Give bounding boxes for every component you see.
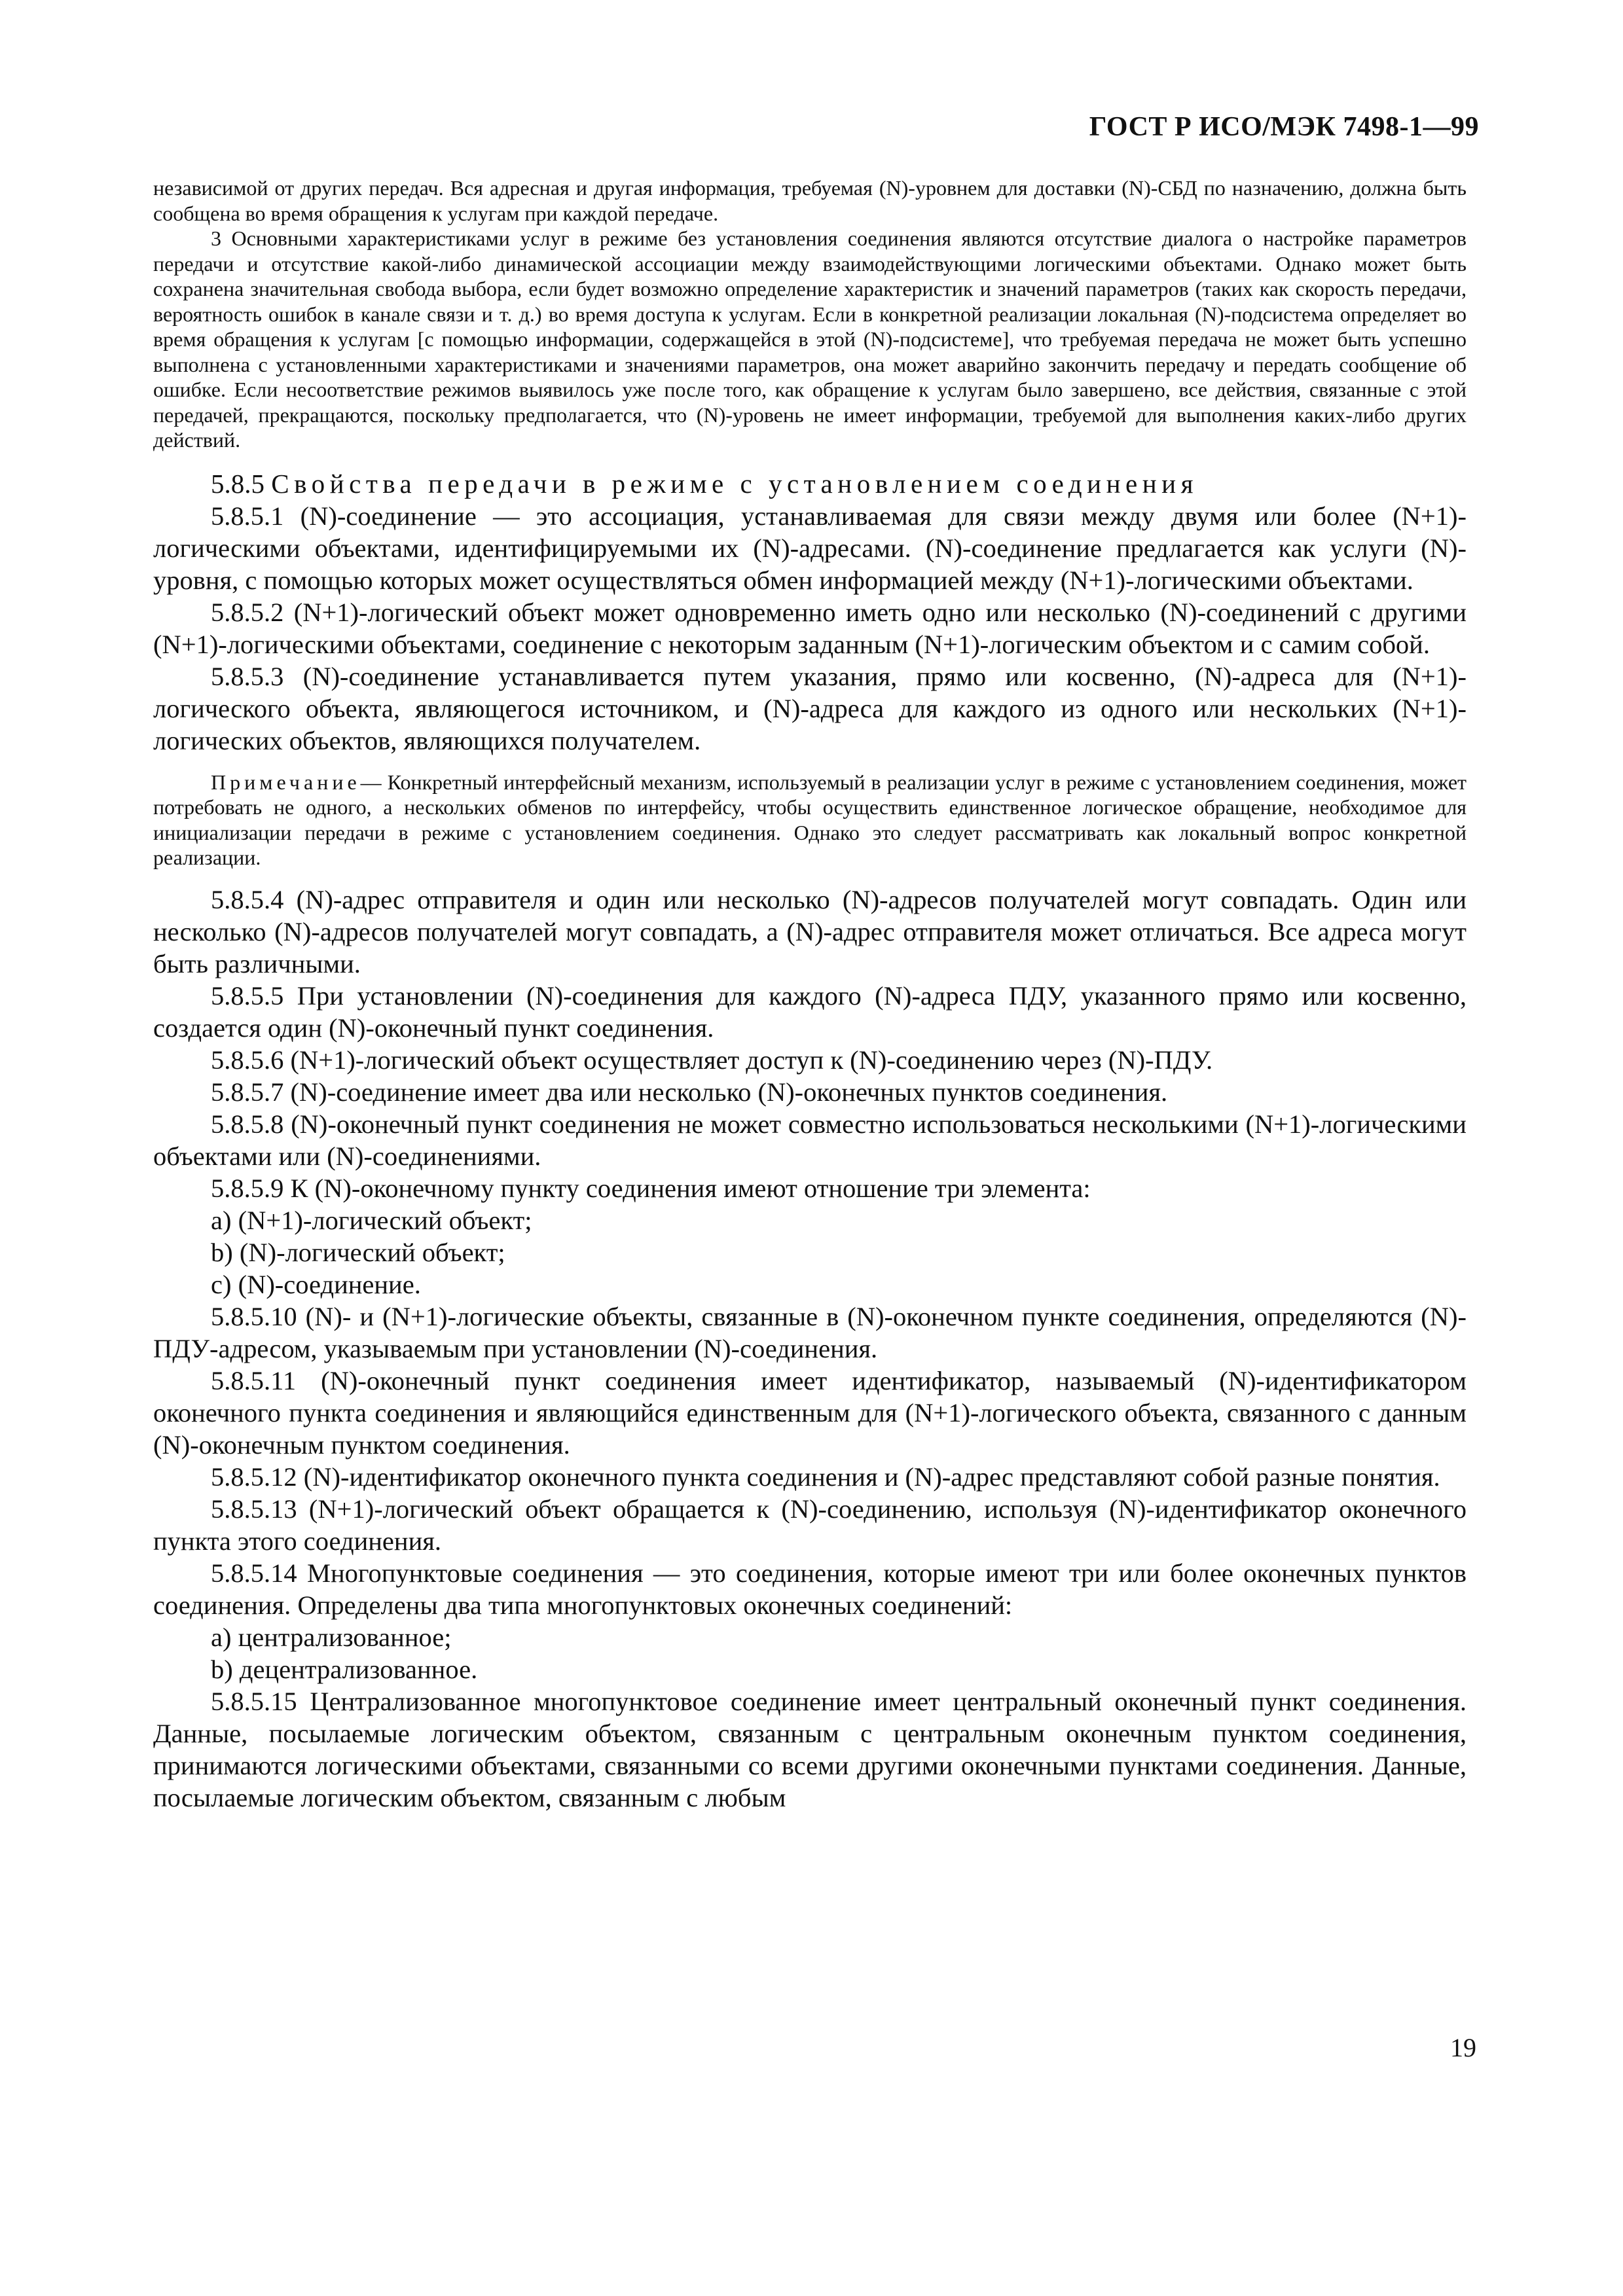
section-heading [153, 467, 1467, 500]
small-paragraph: независимой от других передач. Вся адресная и другая информация, требуемая (N)-уровнем для доставки (N)-СБД по назначению, должна быть сообщена во время обращения к услугам при каждой передаче. [153, 176, 1467, 225]
paragraph: 5.8.5.3 (N)-соединение устанавливается путем указания, прямо или косвенно, (N)-адреса для (N+1)-логического объекта, являющегося источником, и (N)-адреса для каждого из одного или нескольких (N+1)-логических объектов, являющихся получателем. [153, 661, 1467, 755]
list-item: с) (N)-соединение. [211, 1269, 421, 1299]
document-header: ГОСТ Р ИСО/МЭК 7498-1—99 [1089, 112, 1479, 142]
note-text: — Конкретный интерфейсный механизм, используемый в реализации услуг в режиме с установлением соединения, может потребовать не одного, а нескольких обменов по интерфейсу, чтобы осуществить единственное логическое обращение, необходимое для инициализации передачи в режиме с установлением соединения. Однако это следует рассматривать как локальный вопрос конкретной реализации. [153, 770, 1467, 869]
note-block [153, 770, 1467, 870]
small-paragraph: 3 Основными характеристиками услуг в режиме без установления соединения являются отсутствие диалога о настройке параметров передачи и отсутствие какой-либо динамической ассоциации между взаимодействующими логическими объектами. Однако может быть сохранена значительная свобода выбора, если будет возможно определение характеристик и значений параметров (таких как скорость передачи, вероятность ошибок в канале связи и т. д.) во время доступа к услугам. Если в конкретной реализации локальная (N)-подсистема определяет во время обращения к услугам [с помощью информации, содержащейся в этой (N)-подсистеме], что требуемая передача не может быть успешно выполнена с установленными характеристиками и значениями параметров, она может аварийно закончить передачу и передать сообщение об ошибке. Если несоответствие режимов выявилось уже после того, как обращение к услугам было завершено, все действия, связанные с этой передачей, прекращаются, поскольку предполагается, что (N)-уровень не имеет информации, требуемой для выполнения каких-либо других действий. [153, 226, 1467, 452]
section-title: Свойства передачи в режиме с установлением соединения [271, 468, 1198, 499]
paragraph: 5.8.5.13 (N+1)-логический объект обращается к (N)-соединению, используя (N)-идентификатор оконечного пункта этого соединения. [153, 1494, 1467, 1556]
note-paragraph [153, 770, 1467, 870]
paragraph: 5.8.5.1 (N)-соединение — это ассоциация, устанавливаемая для связи между двумя или более (N+1)-логическими объектами, идентифицируемыми их (N)-адресами. (N)-соединение предлагается как услуги (N)-уровня, с помощью которых может осуществляться обмен информацией между (N+1)-логическими объектами. [153, 501, 1467, 595]
page-number: 19 [1450, 2033, 1476, 2062]
list-item: а) централизованное; [211, 1622, 452, 1652]
main-text [153, 500, 1467, 757]
document-body [153, 175, 1467, 1814]
paragraph: 5.8.5.11 (N)-оконечный пункт соединения имеет идентификатор, называемый (N)-идентификатором оконечного пункта соединения и являющийся единственным для (N+1)-логического объекта, связанного с данным (N)-оконечным пунктом соединения. [153, 1365, 1467, 1460]
list-item: b) децентрализованное. [211, 1654, 478, 1684]
paragraph: 5.8.5.9 К (N)-оконечному пункту соединения имеют отношение три элемента: [211, 1173, 1091, 1203]
paragraph: 5.8.5.12 (N)-идентификатор оконечного пункта соединения и (N)-адрес представляют собой разные понятия. [211, 1462, 1440, 1492]
paragraph: 5.8.5.5 При установлении (N)-соединения для каждого (N)-адреса ПДУ, указанного прямо или косвенно, создается один (N)-оконечный пункт соединения. [153, 980, 1467, 1043]
list-item: а) (N+1)-логический объект; [211, 1205, 532, 1235]
paragraph: 5.8.5.15 Централизованное многопунктовое соединение имеет центральный оконечный пункт соединения. Данные, посылаемые логическим объектом, связанным с центральным оконечным пунктом соединения, принимаются логическими объектами, связанными со всеми другими оконечными пунктами соединения. Данные, посылаемые логическим объектом, связанным с любым [153, 1686, 1467, 1812]
small-text-block [153, 175, 1467, 453]
paragraph: 5.8.5.4 (N)-адрес отправителя и один или несколько (N)-адресов получателей могут совпадать. Один или несколько (N)-адресов получателей могут совпадать, а (N)-адрес отправителя может отличаться. Все адреса могут быть различными. [153, 884, 1467, 978]
paragraph: 5.8.5.8 (N)-оконечный пункт соединения не может совместно использоваться несколькими (N+1)-логическими объектами или (N)-соединениями. [153, 1109, 1467, 1171]
list-item: b) (N)-логический объект; [211, 1237, 505, 1267]
paragraph: 5.8.5.2 (N+1)-логический объект может одновременно иметь одно или несколько (N)-соединений с другими (N+1)-логическими объектами, соединение с некоторым заданным (N+1)-логическим объектом и с самим собой. [153, 597, 1467, 659]
paragraph: 5.8.5.10 (N)- и (N+1)-логические объекты, связанные в (N)-оконечном пункте соединения, определяются (N)-ПДУ-адресом, указываемым при установлении (N)-соединения. [153, 1301, 1467, 1363]
main-text-continued [153, 884, 1467, 1814]
section-number: 5.8.5 [211, 468, 264, 499]
paragraph: 5.8.5.7 (N)-соединение имеет два или несколько (N)-оконечных пунктов соединения. [211, 1077, 1168, 1107]
paragraph: 5.8.5.6 (N+1)-логический объект осуществляет доступ к (N)-соединению через (N)-ПДУ. [211, 1045, 1213, 1075]
paragraph: 5.8.5.14 Многопунктовые соединения — это соединения, которые имеют три или более оконечных пунктов соединения. Определены два типа многопунктовых оконечных соединений: [153, 1558, 1467, 1620]
note-label: Примечание [211, 770, 361, 794]
